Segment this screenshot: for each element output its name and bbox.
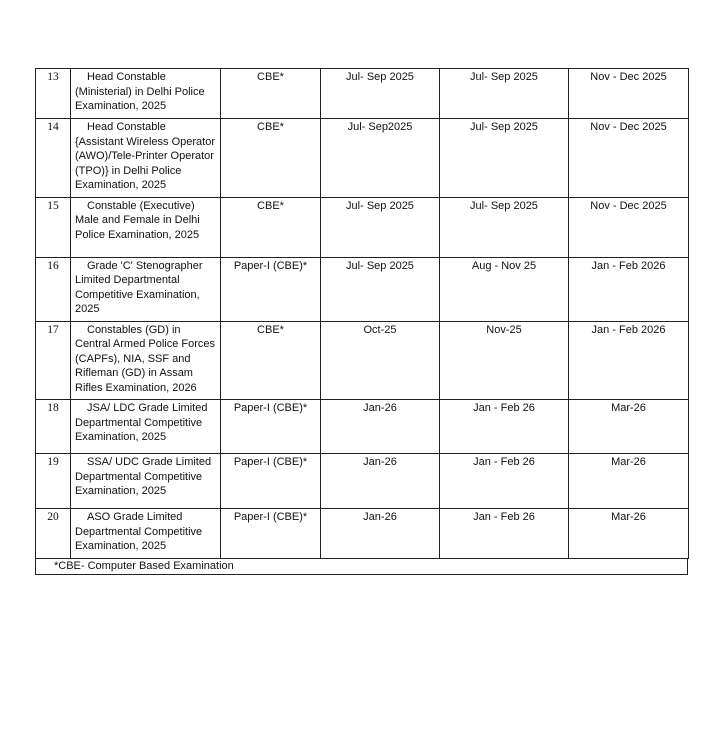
schedule-col-1: Jul- Sep 2025 — [321, 257, 440, 321]
schedule-col-2: Jan - Feb 26 — [440, 454, 569, 509]
exam-mode: Paper-I (CBE)* — [221, 509, 321, 559]
schedule-col-3: Jan - Feb 2026 — [569, 321, 689, 400]
exam-name: Constable (Executive) Male and Female in Delhi Police Examination, 2025 — [71, 197, 221, 257]
table-row — [36, 400, 689, 454]
schedule-col-3: Nov - Dec 2025 — [569, 119, 689, 198]
schedule-col-1: Oct-25 — [321, 321, 440, 400]
serial-number: 13 — [36, 69, 71, 119]
schedule-col-2: Jul- Sep 2025 — [440, 119, 569, 198]
schedule-col-2: Nov-25 — [440, 321, 569, 400]
exam-mode: CBE* — [221, 119, 321, 198]
schedule-col-1: Jan-26 — [321, 454, 440, 509]
serial-number: 14 — [36, 119, 71, 198]
schedule-col-1: Jan-26 — [321, 509, 440, 559]
schedule-col-2: Jan - Feb 26 — [440, 509, 569, 559]
exam-mode: CBE* — [221, 69, 321, 119]
serial-number: 19 — [36, 454, 71, 509]
schedule-col-3: Mar-26 — [569, 509, 689, 559]
schedule-col-1: Jan-26 — [321, 400, 440, 454]
table-row — [36, 454, 689, 509]
schedule-col-2: Aug - Nov 25 — [440, 257, 569, 321]
schedule-col-1: Jul- Sep2025 — [321, 119, 440, 198]
table-row — [36, 119, 689, 198]
serial-number: 16 — [36, 257, 71, 321]
exam-mode: Paper-I (CBE)* — [221, 257, 321, 321]
table-row — [36, 257, 689, 321]
serial-number: 20 — [36, 509, 71, 559]
serial-number: 18 — [36, 400, 71, 454]
schedule-col-3: Nov - Dec 2025 — [569, 69, 689, 119]
exam-mode: Paper-I (CBE)* — [221, 454, 321, 509]
schedule-col-1: Jul- Sep 2025 — [321, 197, 440, 257]
schedule-col-3: Mar-26 — [569, 400, 689, 454]
table-row — [36, 321, 689, 400]
exam-mode: CBE* — [221, 321, 321, 400]
table-row — [36, 509, 689, 559]
schedule-col-3: Jan - Feb 2026 — [569, 257, 689, 321]
exam-schedule-table — [35, 68, 689, 559]
schedule-col-2: Jul- Sep 2025 — [440, 69, 569, 119]
serial-number: 15 — [36, 197, 71, 257]
serial-number: 17 — [36, 321, 71, 400]
table-row — [36, 197, 689, 257]
schedule-col-2: Jan - Feb 26 — [440, 400, 569, 454]
exam-name: Head Constable {Assistant Wireless Operator (AWO)/Tele-Printer Operator (TPO)} in Delhi Police Examination, 2025 — [71, 119, 221, 198]
exam-name: ASO Grade Limited Departmental Competitive Examination, 2025 — [71, 509, 221, 559]
exam-name: JSA/ LDC Grade Limited Departmental Competitive Examination, 2025 — [71, 400, 221, 454]
schedule-col-3: Nov - Dec 2025 — [569, 197, 689, 257]
schedule-col-2: Jul- Sep 2025 — [440, 197, 569, 257]
exam-mode: CBE* — [221, 197, 321, 257]
schedule-col-1: Jul- Sep 2025 — [321, 69, 440, 119]
footnote: *CBE- Computer Based Examination — [35, 559, 688, 575]
exam-name: Grade 'C' Stenographer Limited Departmental Competitive Examination, 2025 — [71, 257, 221, 321]
exam-schedule-document — [35, 68, 688, 575]
exam-name: Head Constable (Ministerial) in Delhi Police Examination, 2025 — [71, 69, 221, 119]
exam-name: SSA/ UDC Grade Limited Departmental Competitive Examination, 2025 — [71, 454, 221, 509]
schedule-col-3: Mar-26 — [569, 454, 689, 509]
exam-mode: Paper-I (CBE)* — [221, 400, 321, 454]
exam-name: Constables (GD) in Central Armed Police Forces (CAPFs), NIA, SSF and Rifleman (GD) in Assam Rifles Examination, 2026 — [71, 321, 221, 400]
table-row — [36, 69, 689, 119]
